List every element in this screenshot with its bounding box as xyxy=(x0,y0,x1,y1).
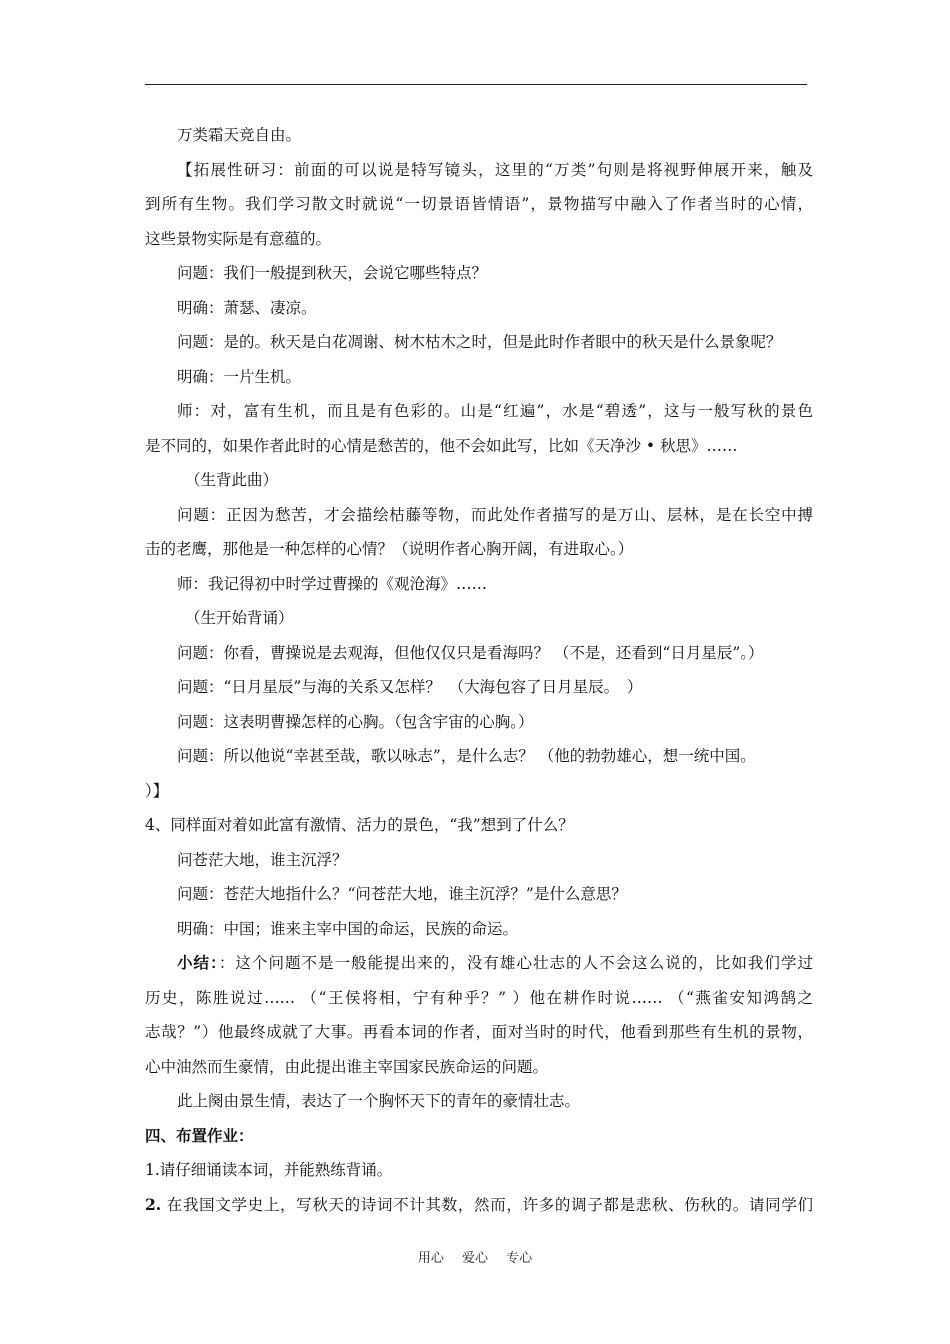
question-ambition: 问题：所以他说“幸甚至哉，歌以咏志”，是什么志？ （他的勃勃雄心，想一统中国。 xyxy=(177,747,756,765)
poem-line-wanlei: 万类霜天竞自由。 xyxy=(177,126,302,144)
question-autumn-features: 问题：我们一般提到秋天，会说它哪些特点？ xyxy=(177,264,488,282)
teacher-colors-line-2: 是不同的，如果作者此时的心情是愁苦的，他不会如此写，比如《天净沙 • 秋思》…… xyxy=(145,436,738,455)
summary-line-2: 历史，陈胜说过…… （“王侯将相，宁有种乎？” ）他在耕作时说…… （“燕雀安知鸿鹄之 xyxy=(145,988,813,1007)
summary-line-4: 心中油然而生豪情，由此提出谁主宰国家民族命运的问题。 xyxy=(145,1057,549,1076)
answer-vitality: 明确：一片生机。 xyxy=(177,367,302,386)
homework-item-2-number: 2. xyxy=(145,1194,162,1214)
research-paragraph-line-1: 【拓展性研习：前面的可以说是特写镜头，这里的“万类”句则是将视野伸展开来，触及 xyxy=(177,160,813,179)
answer-china-fate: 明确：中国；谁来主宰中国的命运，民族的命运。 xyxy=(177,919,519,938)
question-caocao-mind: 问题：这表明曹操怎样的心胸。（包含宇宙的心胸。） xyxy=(177,712,534,731)
page-footer: 用心 爱心 专心 xyxy=(417,1251,533,1266)
research-paragraph-line-3: 这些景物实际是有意蕴的。 xyxy=(145,229,332,248)
homework-item-2-text: 在我国文学史上，写秋天的诗词不计其数，然而，许多的调子都是悲秋、伤秋的。请同学们 xyxy=(161,1195,813,1214)
header-rule xyxy=(145,84,807,85)
question-watching-sea: 问题：你看，曹操说是去观海，但他仅仅只是看海吗？ （不是，还看到“日月星辰”。） xyxy=(177,643,764,662)
question-mood-line-2: 击的老鹰，那他是一种怎样的心情？（说明作者心胸开阔，有进取心。） xyxy=(145,540,634,558)
homework-item-2 xyxy=(145,1188,813,1223)
students-recite-note: （生背此曲） xyxy=(185,471,279,489)
section-item-4: 4、同样面对着如此富有激情、活力的景色，“我”想到了什么？ xyxy=(145,816,574,834)
question-author-autumn: 问题：是的。秋天是白花凋谢、树木枯木之时，但是此时作者眼中的秋天是什么景象呢？ xyxy=(177,333,782,351)
research-closing-bracket: ）】 xyxy=(145,781,169,800)
question-vast-land: 问题：苍茫大地指什么？“问苍茫大地，谁主沉浮？”是什么意思？ xyxy=(177,885,627,903)
stanza-conclusion: 此上阕由景生情，表达了一个胸怀天下的青年的豪情壮志。 xyxy=(177,1092,581,1110)
document-body xyxy=(145,118,813,1222)
teacher-colors-line-1: 师：对，富有生机，而且是有色彩的。山是“红遍”，水是“碧透”，这与一般写秋的景色 xyxy=(177,402,813,420)
summary-line-1 xyxy=(145,946,813,981)
summary-text: ：这个问题不是一般能提出来的，没有雄心壮志的人不会这么说的，比如我们学过 xyxy=(218,954,813,972)
summary-label: 小结： xyxy=(177,953,219,972)
question-mood-line-1: 问题：正因为愁苦，才会描绘枯藤等物，而此处作者描写的是万山、层林，是在长空中搏 xyxy=(177,505,813,524)
poem-line-who-rules: 问苍茫大地，谁主沉浮？ xyxy=(177,850,348,869)
teacher-caocao: 师：我记得初中时学过曹操的《观沧海》…… xyxy=(177,574,488,593)
answer-bleak: 明确：萧瑟、凄凉。 xyxy=(177,298,317,317)
homework-item-1: 1.请仔细诵读本词，并能熟练背诵。 xyxy=(145,1161,393,1179)
section-heading-homework: 四、布置作业： xyxy=(145,1125,254,1145)
students-begin-recite-note: （生开始背诵） xyxy=(185,609,294,627)
summary-line-3: 志哉？”）他最终成就了大事。再看本词的作者，面对当时的时代，他看到那些有生机的景物， xyxy=(145,1023,813,1041)
question-stars-and-sea: 问题：“日月星辰”与海的关系又怎样？ （大海包容了日月星辰。 ） xyxy=(177,678,643,696)
research-paragraph-line-2: 到所有生物。我们学习散文时就说“一切景语皆情语”，景物描写中融入了作者当时的心情， xyxy=(145,195,813,213)
